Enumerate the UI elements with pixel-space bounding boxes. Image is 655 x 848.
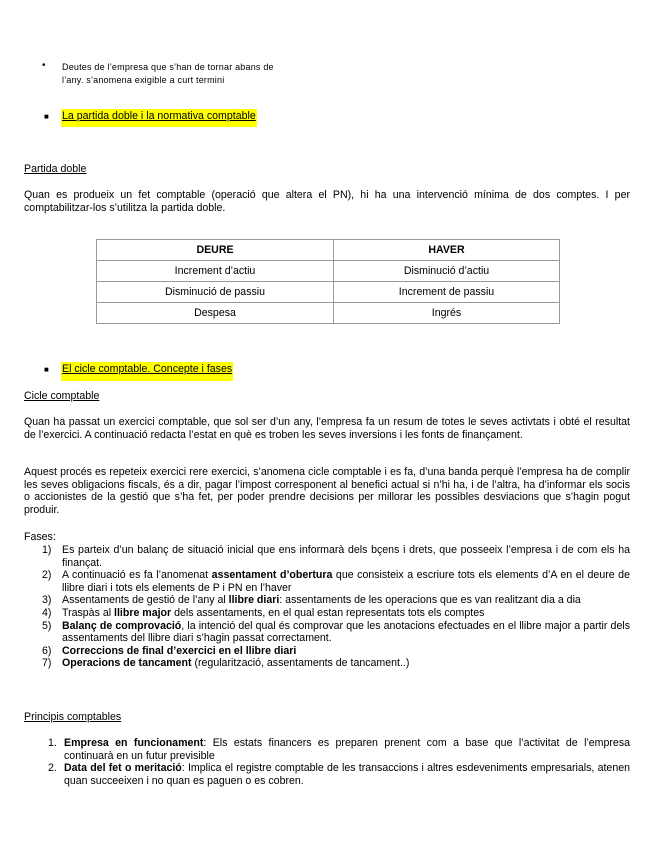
section-heading-cicle-text: El cicle comptable. Concepte i fases <box>61 362 233 381</box>
list-item <box>24 657 630 670</box>
list-text: : Implica el registre comptable de les transaccions i altres esdeveniments empresarials, atenen quan succeeixen i no quan es paguen o es cobren. <box>64 762 630 787</box>
list-item <box>24 569 630 594</box>
debt-note <box>62 61 362 87</box>
list-text: (regularització, assentaments de tancament..) <box>191 657 410 670</box>
paragraph-cicle-2: Aquest procés es repeteix exercici rere exercici, s’anomena cicle comptable i es fa, d’una banda perquè l’empresa ha de complir les seves obligacions fiscals, és a dir, pagar l’impost corresponent al benefici actual si n’hi ha, i de l’altra, ha d’informar els socis o accionistes de la gestió que s’ha fet, per poder prendre decisions per millorar les possibles desviacions que s’hagin pogut produir. <box>24 466 630 516</box>
list-text: : Els estats financers es preparen prenent com a base que l’activitat de l’empresa continuarà en un futur previsible <box>64 737 631 762</box>
list-text: , la intenció del qual és comprovar que les anotacions efectuades en el llibre major a partir dels assentaments del llibre diari s’hagin passat correctament. <box>62 619 630 645</box>
list-text-bold: Data del fet o meritació <box>64 762 182 775</box>
list-item <box>24 737 630 762</box>
list-item <box>24 594 630 607</box>
table-header-haver: HAVER <box>334 240 560 261</box>
section-heading-partida <box>61 110 257 123</box>
list-text-bold: Operacions de tancament <box>62 657 192 670</box>
bullet-square: ■ <box>44 112 49 121</box>
list-number: 3) <box>42 594 52 607</box>
list-text: dels assentaments, en el qual estan representats tots els comptes <box>171 606 485 619</box>
table-row <box>97 303 560 324</box>
section-heading-partida-text: La partida doble i la normativa comptable <box>61 109 257 127</box>
fases-label: Fases: <box>24 531 56 543</box>
table-cell: Ingrés <box>334 303 560 324</box>
table-cell: Disminució d’actiu <box>334 261 560 282</box>
table-header-row <box>97 240 560 261</box>
section-heading-cicle <box>61 363 233 376</box>
list-number: 2. <box>48 762 57 775</box>
principis-list <box>24 737 630 787</box>
subtitle-cicle-comptable: Cicle comptable <box>24 390 100 402</box>
list-number: 1. <box>48 737 57 749</box>
list-text-bold: Balanç de comprovació <box>62 619 182 632</box>
list-text: Traspàs al <box>62 606 115 619</box>
list-item <box>24 620 630 645</box>
debt-note-line1: Deutes de l’empresa que s’han de tornar abans de <box>62 62 274 72</box>
list-text-bold: assentament d’obertura <box>211 569 333 582</box>
list-text-bold: llibre major <box>114 606 172 619</box>
fases-list <box>24 544 630 670</box>
list-item <box>24 544 630 569</box>
bullet-square: ■ <box>44 365 49 374</box>
list-number: 6) <box>42 644 52 657</box>
table-cell: Increment d’actiu <box>97 261 334 282</box>
debt-note-line2: l’any. s’anomena exigible a curt termini <box>62 75 225 85</box>
list-number: 2) <box>42 569 52 582</box>
list-text: A continuació es fa l’anomenat <box>62 569 212 582</box>
list-number: 1) <box>42 544 52 556</box>
list-number: 5) <box>42 619 52 632</box>
list-text-bold: Empresa en funcionament <box>64 737 204 749</box>
bullet-dot: • <box>42 60 46 71</box>
table-header-deure: DEURE <box>97 240 334 261</box>
list-item <box>24 762 630 787</box>
deure-haver-table <box>96 239 560 324</box>
list-item <box>24 607 630 620</box>
paragraph-partida-doble: Quan es produeix un fet comptable (operació que altera el PN), hi ha una intervenció mínima de dos comptes. I per comptabilitzar-los s’utilitza la partida doble. <box>24 189 630 214</box>
subtitle-partida-doble: Partida doble <box>24 163 87 175</box>
list-text: : assentaments de les operacions que es van realitzant dia a dia <box>279 594 581 607</box>
list-item <box>24 645 630 658</box>
table-cell: Despesa <box>97 303 334 324</box>
list-number: 7) <box>42 657 52 670</box>
table-cell: Increment de passiu <box>334 282 560 303</box>
list-text: Assentaments de gestió de l’any al <box>62 594 229 607</box>
table-cell: Disminució de passiu <box>97 282 334 303</box>
subtitle-principis: Principis comptables <box>24 711 122 723</box>
list-text-bold: llibre diari <box>228 594 280 607</box>
table-row <box>97 261 560 282</box>
paragraph-cicle-1: Quan ha passat un exercici comptable, que sol ser d’un any, l’empresa fa un resum de totes le seves activtats i obté el resultat de l’exercici. A continuació redacta l’estat en què es troben les seves inversions i les fonts de finançament. <box>24 416 630 441</box>
list-text: Es parteix d’un balanç de situació inicial que ens informarà dels bçens i drets, que posseeix l’empresa i de com els ha finançat. <box>62 544 630 569</box>
list-number: 4) <box>42 606 52 619</box>
table-row <box>97 282 560 303</box>
list-text: que consisteix a escriure tots els elements d’A en el deure de llibre diari i tots els elements de P i PN en l’haver <box>62 569 630 594</box>
list-text-bold: Correccions de final d’exercici en el llibre diari <box>62 644 297 657</box>
